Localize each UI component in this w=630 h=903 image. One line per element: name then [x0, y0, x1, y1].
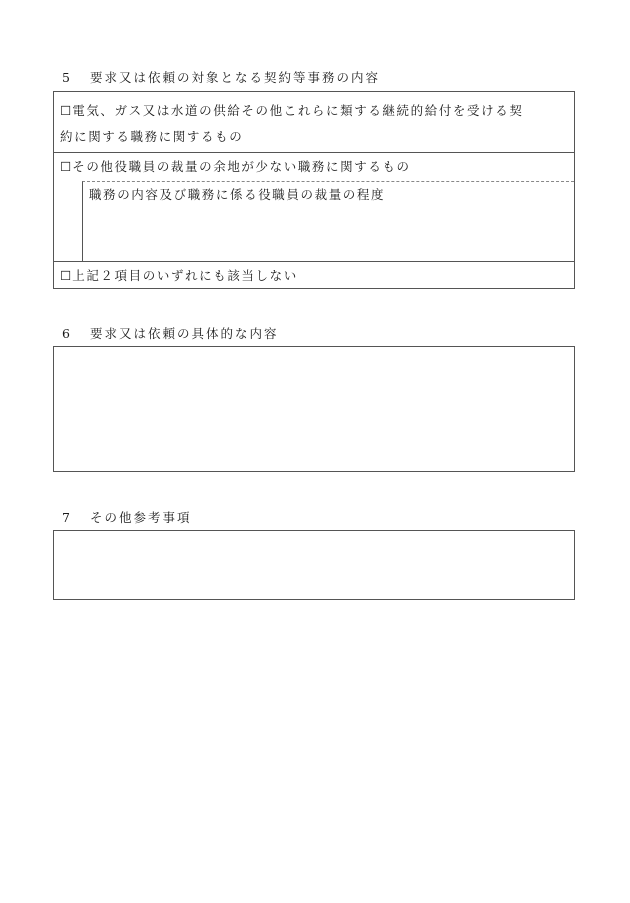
duty-discretion-detail-field[interactable]	[82, 181, 574, 261]
section-5-box	[53, 91, 575, 289]
option-none-applicable-label: 上記２項目のいずれにも該当しない	[72, 268, 298, 283]
section-7-number: 7	[62, 510, 70, 525]
checkbox-low-discretion-duties[interactable]: ☐	[60, 159, 72, 174]
option-utility-contracts	[54, 92, 574, 152]
section-6-heading	[62, 324, 279, 342]
section-5-heading	[62, 68, 380, 86]
checkbox-none-applicable[interactable]: ☐	[60, 268, 72, 283]
other-notes-field[interactable]	[53, 530, 575, 600]
option-none-applicable	[54, 261, 574, 290]
option-low-discretion-duties	[54, 152, 574, 261]
checkbox-utility-contracts[interactable]: ☐	[60, 103, 72, 118]
request-details-field[interactable]	[53, 346, 575, 472]
section-5-title: 要求又は依頼の対象となる契約等事務の内容	[90, 70, 381, 85]
section-7-heading	[62, 508, 192, 526]
section-5-number: 5	[62, 70, 70, 85]
section-7-title: その他参考事項	[90, 510, 192, 525]
option-low-discretion-duties-label: その他役職員の裁量の余地が少ない職務に関するもの	[72, 159, 411, 174]
duty-discretion-detail-label: 職務の内容及び職務に係る役職員の裁量の程度	[89, 187, 386, 202]
section-6-number: 6	[62, 326, 70, 341]
option-utility-contracts-line1: 電気、ガス又は水道の供給その他これらに類する継続的給付を受ける契	[72, 103, 524, 118]
section-6-title: 要求又は依頼の具体的な内容	[90, 326, 279, 341]
option-utility-contracts-line2: 約に関する職務に関するもの	[60, 129, 244, 144]
